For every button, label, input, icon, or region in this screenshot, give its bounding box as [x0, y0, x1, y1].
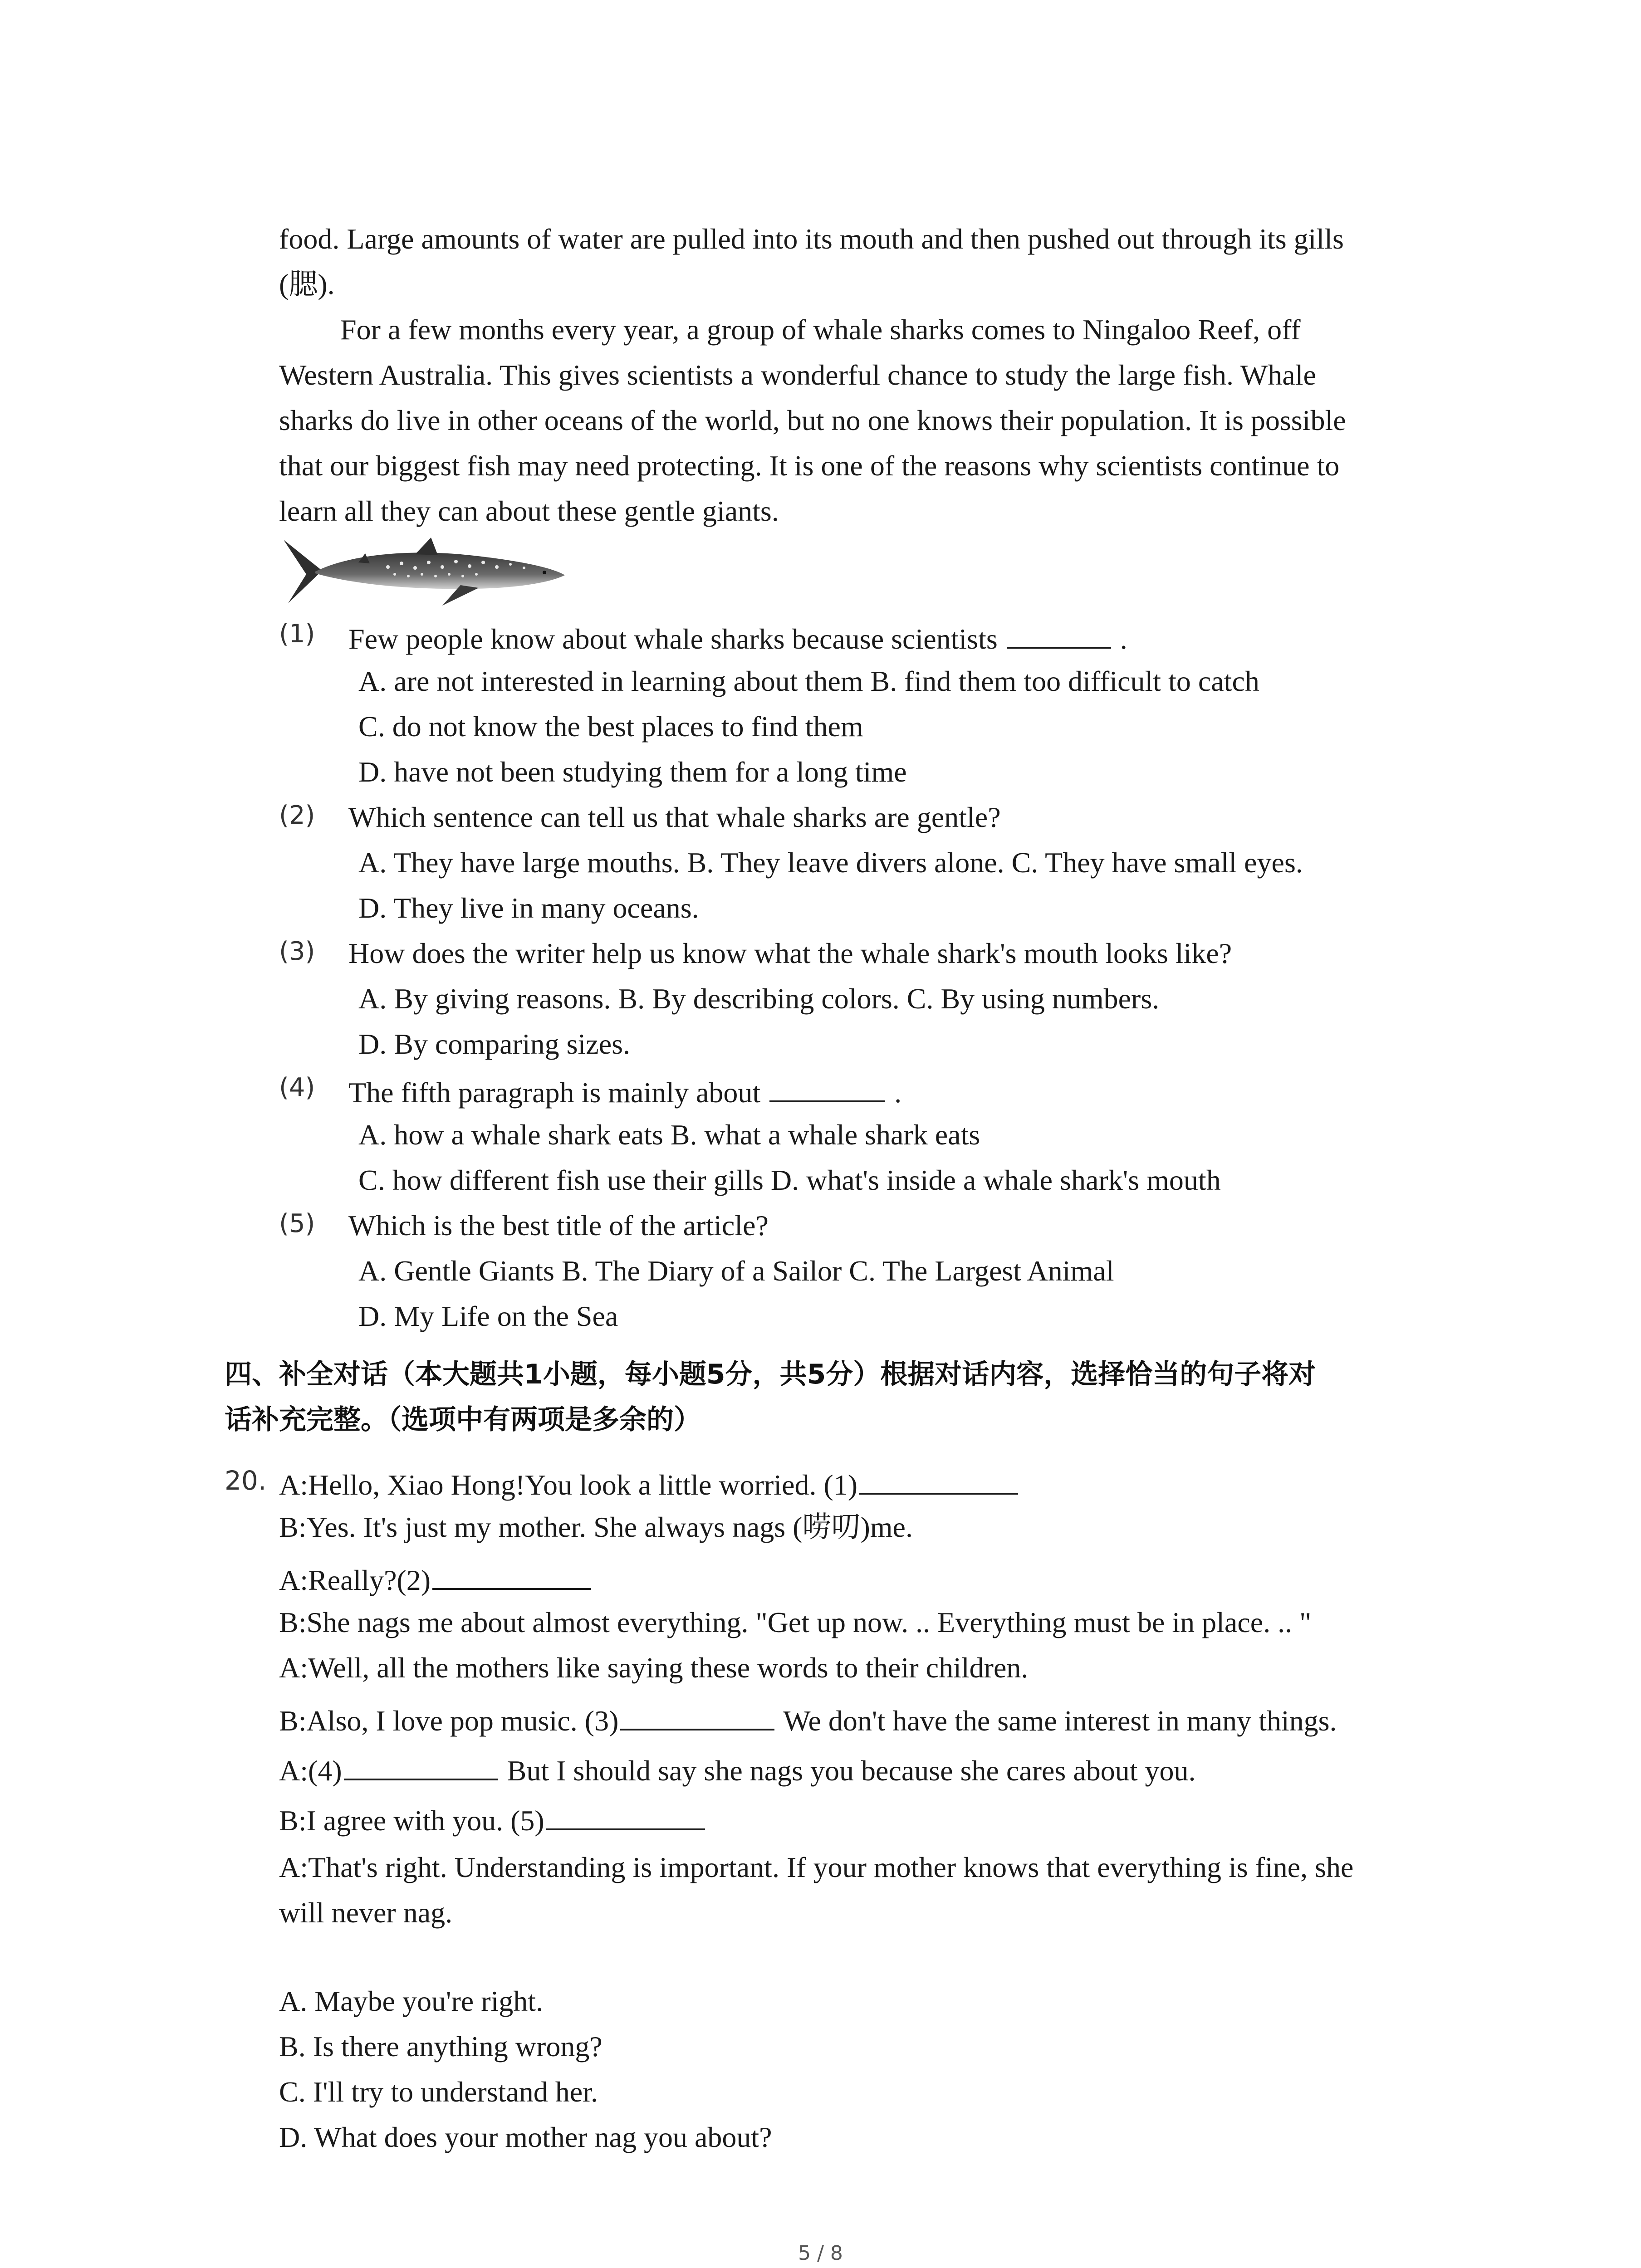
dialogue-line-8: B:I agree with you. (5): [279, 1803, 707, 1835]
answer-blank[interactable]: [1007, 621, 1111, 649]
dialogue-line-4: B:She nags me about almost everything. "Get up now. .. Everything must be in place. .. ": [279, 1606, 1312, 1638]
passage-line-5: sharks do live in other oceans of the world, but no one knows their population. It is possible: [279, 404, 1346, 436]
dialogue-blank-3[interactable]: [620, 1703, 774, 1730]
question-1-option-d: D. have not been studying them for a long time: [358, 756, 907, 788]
question-2-option-d: D. They live in many oceans.: [358, 892, 699, 924]
question-3-stem: How does the writer help us know what the whale shark's mouth looks like?: [348, 937, 1232, 969]
question-5-options-row-1: A. Gentle Giants B. The Diary of a Sailor C. The Largest Animal: [358, 1255, 1114, 1287]
question-5-stem: Which is the best title of the article?: [348, 1209, 769, 1242]
question-4-options-row-1: A. how a whale shark eats B. what a whale shark eats: [358, 1119, 980, 1151]
dialogue-line-2: B:Yes. It's just my mother. She always nags (唠叨)me.: [279, 1511, 913, 1543]
question-2-options-row-1: A. They have large mouths. B. They leave divers alone. C. They have small eyes.: [358, 846, 1303, 879]
page-number: 5 / 8: [798, 2242, 843, 2265]
dialogue-line-1: A:Hello, Xiao Hong!You look a little worried. (1): [279, 1467, 1020, 1500]
question-1-options-row-1: A. are not interested in learning about them B. find them too difficult to catch: [358, 665, 1259, 697]
dialogue-line-9: A:That's right. Understanding is important. If your mother knows that everything is fine, she: [279, 1851, 1354, 1883]
question-3-number: (3): [279, 937, 315, 966]
dialogue-line-6: B:Also, I love pop music. (3) We don't have the same interest in many things.: [279, 1703, 1337, 1735]
question-2-stem: Which sentence can tell us that whale sharks are gentle?: [348, 801, 1001, 833]
passage-line-6: that our biggest fish may need protecting. It is one of the reasons why scientists continue to: [279, 450, 1340, 482]
question-4-stem: The fifth paragraph is mainly about .: [348, 1075, 901, 1107]
choice-d: D. What does your mother nag you about?: [279, 2121, 772, 2153]
passage-line-7: learn all they can about these gentle giants.: [279, 495, 779, 527]
question-1-number: (1): [279, 619, 315, 649]
dialogue-line-10: will never nag.: [279, 1897, 453, 1929]
passage-line-4: Western Australia. This gives scientists a wonderful chance to study the large fish. Whale: [279, 359, 1316, 391]
choice-c: C. I'll try to understand her.: [279, 2076, 598, 2108]
dialogue-blank-2[interactable]: [432, 1563, 591, 1590]
whale-shark-illustration: [279, 535, 569, 608]
dialogue-line-3: A:Really?(2): [279, 1563, 593, 1595]
question-20-number: 20.: [225, 1465, 267, 1496]
dialogue-blank-5[interactable]: [546, 1803, 705, 1830]
question-3-options-row-1: A. By giving reasons. B. By describing colors. C. By using numbers.: [358, 982, 1160, 1015]
question-1-option-c: C. do not know the best places to find them: [358, 710, 863, 743]
question-5-number: (5): [279, 1209, 315, 1238]
question-4-number: (4): [279, 1073, 315, 1102]
question-5-option-d: D. My Life on the Sea: [358, 1300, 618, 1332]
dialogue-line-5: A:Well, all the mothers like saying these words to their children.: [279, 1652, 1029, 1684]
section-4-heading-line-2: 话补充完整。（选项中有两项是多余的）: [225, 1404, 701, 1436]
choice-b: B. Is there anything wrong?: [279, 2030, 603, 2063]
question-4-options-row-2: C. how different fish use their gills D. what's inside a whale shark's mouth: [358, 1164, 1221, 1196]
question-3-option-d: D. By comparing sizes.: [358, 1028, 630, 1060]
question-1-stem: Few people know about whale sharks because scientists .: [348, 621, 1127, 654]
dialogue-blank-4[interactable]: [344, 1753, 498, 1780]
question-2-number: (2): [279, 801, 315, 830]
dialogue-line-7: A:(4) But I should say she nags you because she cares about you.: [279, 1753, 1196, 1785]
answer-blank[interactable]: [769, 1075, 885, 1102]
section-4-heading-line-1: 四、补全对话（本大题共1小题，每小题5分，共5分）根据对话内容，选择恰当的句子将对: [225, 1359, 1316, 1390]
passage-line-1: food. Large amounts of water are pulled into its mouth and then pushed out through its gills: [279, 223, 1344, 255]
passage-line-3: For a few months every year, a group of whale sharks comes to Ningaloo Reef, off: [340, 313, 1301, 346]
choice-a: A. Maybe you're right.: [279, 1985, 544, 2017]
dialogue-blank-1[interactable]: [859, 1467, 1018, 1495]
passage-line-2: (腮).: [279, 268, 335, 300]
